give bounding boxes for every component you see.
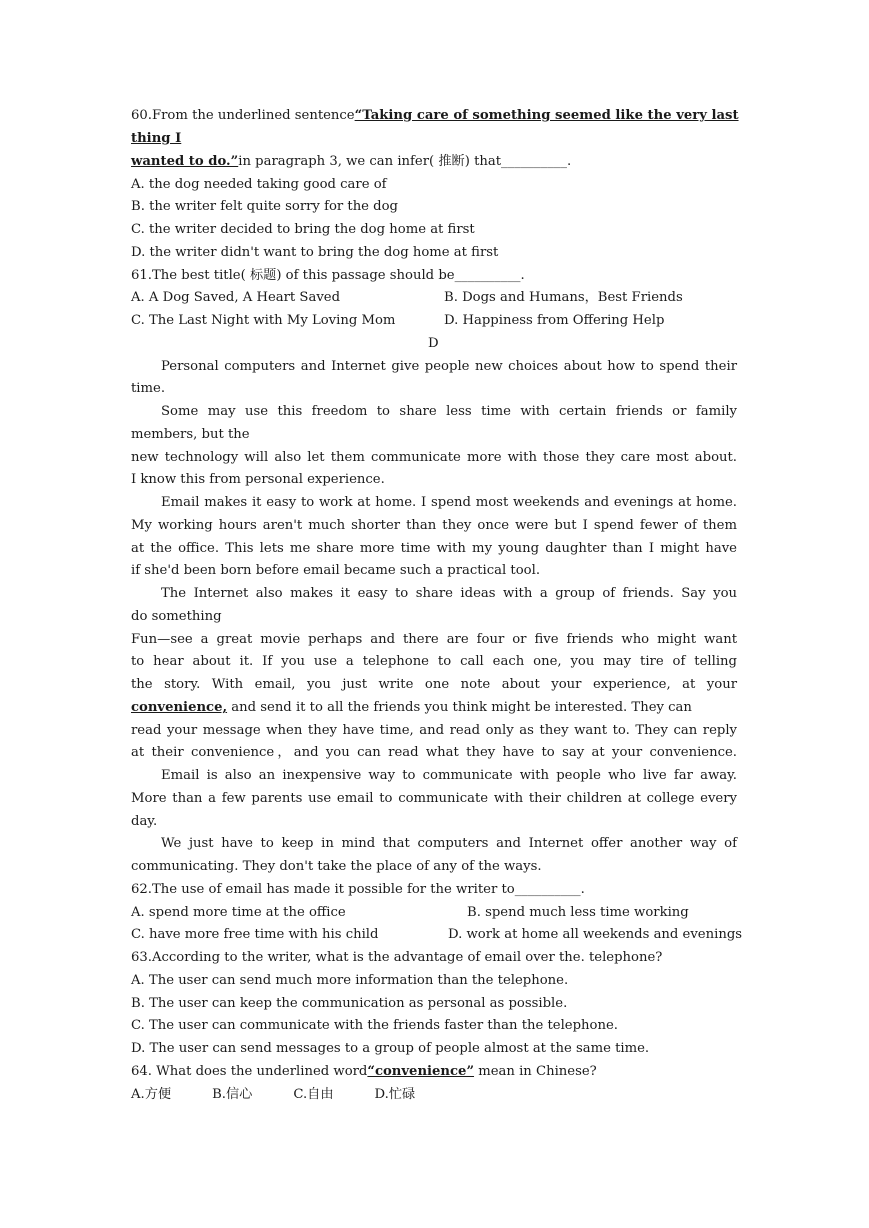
passage-p1-line1: Personal computers and Internet give people new choices about how to spend their [161,359,737,374]
q62-stem: 62.The use of email has made it possible for the writer to__________. [131,882,585,897]
passage-p5-line1: Email is also an inexpensive way to communicate with people who live far away. [161,768,737,783]
q64-option-b: B.信心 [212,1087,253,1102]
passage-p4-line6 [131,699,737,717]
q62-option-b: B. spend much less time working [467,905,689,920]
q61-stem: 61.The best title( 标题) of this passage should be__________. [131,268,525,283]
q60-underlined-quote-end: wanted to do.” [131,154,239,169]
passage-p2-line3: new technology will also let them communicate more with those they care most about. [131,450,737,465]
q60-option-a: A. the dog needed taking good care of [131,177,387,192]
q61-option-c: C. The Last Night with My Loving Mom [131,313,396,328]
q63-option-c: C. The user can communicate with the friends faster than the telephone. [131,1018,618,1033]
q60-option-d: D. the writer didn't want to bring the dog home at first [131,245,499,260]
passage-p2-line2: members, but the [131,427,250,442]
passage-p3-line1: Email makes it easy to work at home. I spend most weekends and evenings at home. [161,495,737,510]
passage-p3-line4: if she'd been born before email became such a practical tool. [131,563,541,578]
passage-p1-line2: time. [131,381,166,396]
q60-underlined-quote-cont: thing I [131,131,182,146]
passage-p4-line4: to hear about it. If you use a telephone to call each one, you may tire of telling [131,654,737,669]
q60-stem-pre: 60.From the underlined sentence [131,108,355,123]
q64-option-c: C.自由 [293,1087,334,1102]
passage-p3-line3: at the office. This lets me share more time with my young daughter than I might have [131,541,737,556]
q60-stem-post: in paragraph 3, we can infer( 推断) that__________. [238,154,572,169]
q60-underlined-quote: “Taking care of something seemed like the very last [354,108,739,123]
q63-option-a: A. The user can send much more information than the telephone. [131,973,569,988]
passage-p5-line3: day. [131,814,158,829]
passage-p4-line7: read your message when they have time, and read only as they want to. They can reply [131,723,737,738]
passage-p4-line6-rest: and send it to all the friends you think might be interested. They can [227,700,692,715]
passage-p2-line1: Some may use this freedom to share less time with certain friends or family [161,404,737,419]
passage-p5-line2: More than a few parents use email to communicate with their children at college every [131,791,737,806]
q64-option-d: D.忙碌 [374,1087,416,1102]
q62-option-a: A. spend more time at the office [131,905,346,920]
q60-stem-line2 [131,130,181,148]
q60-option-c: C. the writer decided to bring the dog home at first [131,222,475,237]
q64-stem-post: mean in Chinese? [474,1064,597,1079]
q62-option-d: D. work at home all weekends and evenings [448,927,743,942]
q64-stem-pre: 64. What does the underlined word [131,1064,368,1079]
passage-p4-line3: Fun—see a great movie perhaps and there are four or five friends who might want [131,632,737,647]
passage-p6-line2: communicating. They don't take the place of any of the ways. [131,859,542,874]
q61-option-b: B. Dogs and Humans，Best Friends [444,290,683,305]
q63-option-d: D. The user can send messages to a group of people almost at the same time. [131,1041,650,1056]
q64-option-a: A.方便 [131,1087,172,1102]
q63-option-b: B. The user can keep the communication as personal as possible. [131,996,568,1011]
q61-option-a: A. A Dog Saved, A Heart Saved [131,290,341,305]
passage-p6-line1: We just have to keep in mind that computers and Internet offer another way of [161,836,737,851]
passage-p4-line1: The Internet also makes it easy to share ideas with a group of friends. Say you [161,586,737,601]
q63-stem: 63.According to the writer, what is the advantage of email over the. telephone? [131,950,663,965]
q60-option-b: B. the writer felt quite sorry for the dog [131,199,399,214]
passage-p3-line2: My working hours aren't much shorter than they once were but I spend fewer of them [131,518,737,533]
q64-underlined-word: “convenience” [367,1064,475,1079]
passage-p4-line8: at their convenience，and you can read what they have to say at your convenience. [131,745,737,760]
q62-option-c: C. have more free time with his child [131,927,379,942]
passage-p2-line4: I know this from personal experience. [131,472,385,487]
q61-option-d: D. Happiness from Offering Help [444,313,665,328]
q60-stem-line3 [131,153,571,171]
q60-stem-line1 [131,107,739,125]
q64-options [131,1086,415,1104]
passage-p4-line2: do something [131,609,222,624]
passage-p4-line5: the story. With email, you just write one note about your experience, at your [131,677,737,692]
underlined-word-convenience: convenience, [131,700,228,715]
section-letter: D [428,336,439,351]
q64-stem [131,1063,597,1081]
